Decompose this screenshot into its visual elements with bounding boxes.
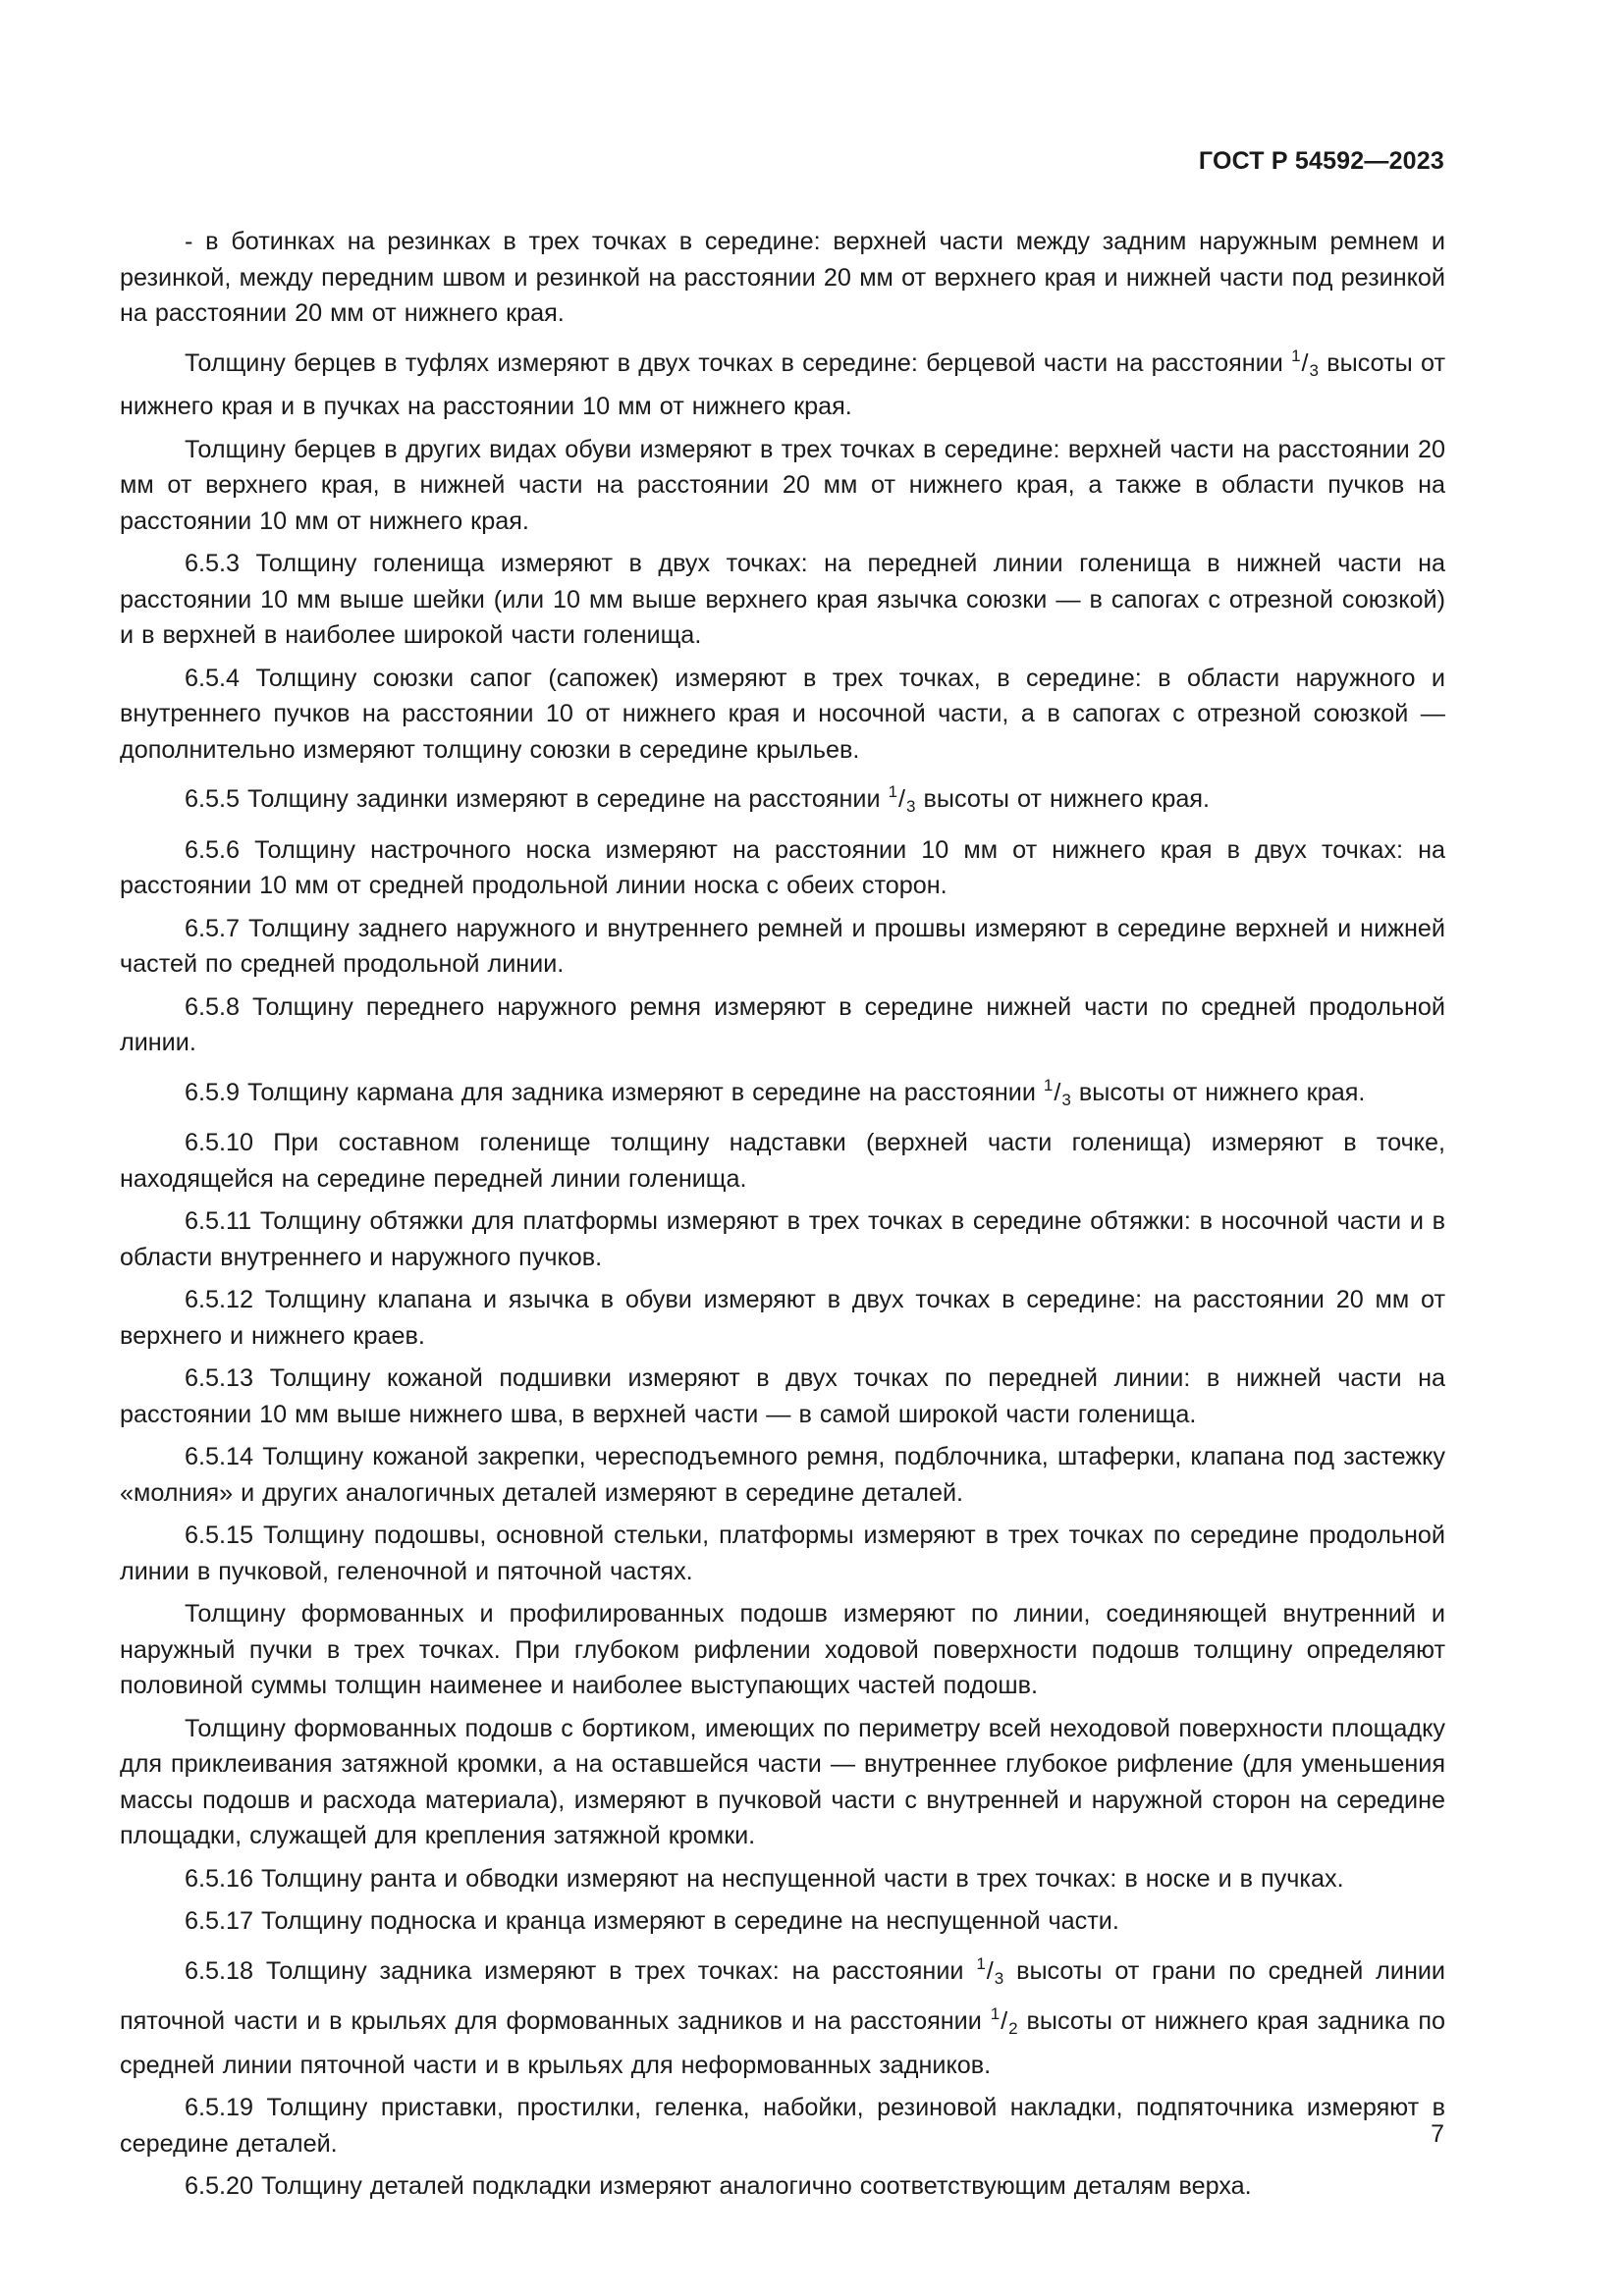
paragraph-text: 6.5.14 Толщину кожаной закрепки, чересподъемного ремня, подблочника, штаферки, клапана под застежку «молния» и других аналогичных деталей измеряют в середине деталей. <box>120 1443 1445 1507</box>
body-paragraph <box>120 1068 1445 1119</box>
body-paragraph <box>120 1518 1445 1589</box>
body-paragraph <box>120 911 1445 983</box>
fraction-slash: / <box>898 785 906 813</box>
paragraph-text: 6.5.17 Толщину подноска и кранца измеряют в середине на неспущенной части. <box>185 1907 1119 1935</box>
body-paragraph <box>120 1439 1445 1511</box>
body-paragraph <box>120 774 1445 826</box>
paragraph-text: 6.5.3 Толщину голенища измеряют в двух точках: на передней линии голенища в нижней части на расстоянии 10 мм выше шейки (или 10 мм выше верхнего края язычка союзки — в сапогах с отрезной союзкой) и в верхней в наиболее широкой части голенища. <box>120 550 1445 649</box>
paragraph-text: 6.5.10 При составном голенище толщину надставки (верхней части голенища) измеряют в точке, находящейся на середине передней линии голенища. <box>120 1129 1445 1193</box>
body-paragraph <box>120 989 1445 1061</box>
paragraph-text: 6.5.7 Толщину заднего наружного и внутреннего ремней и прошвы измеряют в середине верхней и нижней частей по средней продольной линии. <box>120 914 1445 978</box>
paragraph-text: - в ботинках на резинках в трех точках в середине: верхней части между задним наружным ремнем и резинкой, между передним швом и резинкой на расстоянии 20 мм от верхнего края и нижней части под резинкой на расстоянии 20 мм от нижнего края. <box>120 228 1445 327</box>
fraction <box>976 1953 1004 1988</box>
paragraph-text: 6.5.19 Толщину приставки, простилки, геленка, набойки, резиновой накладки, подпяточника измеряют в середине деталей. <box>120 2094 1445 2158</box>
paragraph-text: высоты от нижнего края задника по средней линии пяточной части и в крыльях для неформованных задников. <box>120 2007 1445 2079</box>
body-paragraph <box>120 1596 1445 1704</box>
fraction-slash: / <box>1054 1078 1061 1106</box>
body-paragraph <box>120 1903 1445 1940</box>
document-header: ГОСТ Р 54592—2023 <box>1198 147 1444 175</box>
fraction-denominator: 2 <box>1008 2019 1018 2038</box>
fraction-denominator: 3 <box>906 797 916 816</box>
body-paragraph <box>120 1203 1445 1275</box>
paragraph-text: 6.5.8 Толщину переднего наружного ремня измеряют в середине нижней части по средней продольной линии. <box>120 992 1445 1056</box>
fraction <box>990 2004 1018 2038</box>
body-paragraph <box>120 1361 1445 1432</box>
body-paragraph <box>120 432 1445 540</box>
paragraph-text: Толщину берцев в других видах обуви измеряют в трех точках в середине: верхней части на расстоянии 20 мм от верхнего края, в нижней части на расстоянии 20 мм от нижнего края, а также в области пучков на расстоянии 10 мм от нижнего края. <box>120 435 1445 535</box>
body-paragraph <box>120 1947 1445 2084</box>
document-body <box>120 224 1445 2212</box>
body-paragraph <box>120 224 1445 332</box>
paragraph-text: Толщину формованных подошв с бортиком, имеющих по периметру всей неходовой поверхности площадку для приклеивания затяжной кромки, а на оставшейся части — внутреннее глубокое рифление (для уменьшения массы подошв и расхода материала), измеряют в пучковой части с внутренней и наружной сторон на середине площадки, служащей для крепления затяжной кромки. <box>120 1714 1445 1849</box>
body-paragraph <box>120 2090 1445 2162</box>
paragraph-text: 6.5.9 Толщину кармана для задника измеряют в середине на расстоянии <box>185 1078 1044 1106</box>
paragraph-text: 6.5.16 Толщину ранта и обводки измеряют на неспущенной части в трех точках: в носке и в пучках. <box>185 1864 1344 1893</box>
fraction-numerator: 1 <box>990 2004 1001 2023</box>
paragraph-text: Толщину берцев в туфлях измеряют в двух точках в середине: берцевой части на расстоянии <box>185 348 1292 377</box>
paragraph-text: 6.5.15 Толщину подошвы, основной стельки, платформы измеряют в трех точках по середине продольной линии в пучковой, геленочной и пяточной частях. <box>120 1522 1445 1585</box>
fraction-numerator: 1 <box>1043 1075 1054 1095</box>
body-paragraph <box>120 2168 1445 2205</box>
page-number: 7 <box>1431 2120 1444 2148</box>
body-paragraph <box>120 1711 1445 1854</box>
body-paragraph <box>120 339 1445 425</box>
paragraph-text: высоты от нижнего края и в пучках на расстоянии 10 мм от нижнего края. <box>120 348 1445 420</box>
fraction-numerator: 1 <box>976 1953 986 1973</box>
paragraph-text: высоты от нижнего края. <box>915 785 1211 813</box>
paragraph-text: 6.5.4 Толщину союзки сапог (сапожек) измеряют в трех точках, в середине: в области наружного и внутреннего пучков на расстоянии 10 от нижнего края и носочной части, а в сапогах с отрезной союзкой — дополнительно измеряют толщину союзки в середине крыльев. <box>120 664 1445 764</box>
paragraph-text: 6.5.6 Толщину настрочного носка измеряют на расстоянии 10 мм от нижнего края в двух точках: на расстоянии 10 мм от средней продольной линии носка с обеих сторон. <box>120 835 1445 899</box>
paragraph-text: 6.5.13 Толщину кожаной подшивки измеряют в двух точках по передней линии: в нижней части на расстоянии 10 мм выше нижнего шва, в верхней части — в самой широкой части голенища. <box>120 1364 1445 1428</box>
fraction-denominator: 3 <box>1061 1090 1071 1109</box>
fraction-slash: / <box>1001 2007 1008 2035</box>
fraction-numerator: 1 <box>1291 346 1301 365</box>
paragraph-text: 6.5.20 Толщину деталей подкладки измеряют аналогично соответствующим деталям верха. <box>185 2172 1252 2200</box>
fraction <box>888 782 916 816</box>
body-paragraph <box>120 1861 1445 1897</box>
paragraph-text: 6.5.5 Толщину задинки измеряют в середине на расстоянии <box>185 785 889 813</box>
fraction-denominator: 3 <box>994 1968 1004 1988</box>
fraction <box>1043 1075 1071 1109</box>
fraction <box>1291 346 1320 380</box>
paragraph-text: 6.5.12 Толщину клапана и язычка в обуви измеряют в двух точках в середине: на расстоянии 20 мм от верхнего и нижнего краев. <box>120 1286 1445 1350</box>
fraction-denominator: 3 <box>1309 360 1320 380</box>
body-paragraph <box>120 832 1445 904</box>
fraction-slash: / <box>986 1956 994 1985</box>
paragraph-text: высоты от грани по средней линии пяточной части и в крыльях для формованных задников и на расстоянии <box>120 1956 1445 2035</box>
body-paragraph <box>120 1282 1445 1354</box>
paragraph-text: 6.5.18 Толщину задника измеряют в трех точках: на расстоянии <box>185 1956 977 1985</box>
paragraph-text: Толщину формованных и профилированных подошв измеряют по линии, соединяющей внутренний и наружный пучки в трех точках. При глубоком рифлении ходовой поверхности подошв толщину определяют половиной суммы толщин наименее и наиболее выступающих частей подошв. <box>120 1600 1445 1699</box>
fraction-numerator: 1 <box>888 782 898 801</box>
paragraph-text: 6.5.11 Толщину обтяжки для платформы измеряют в трех точках в середине обтяжки: в носочной части и в области внутреннего и наружного пучков. <box>120 1207 1445 1271</box>
paragraph-text: высоты от нижнего края. <box>1070 1078 1366 1106</box>
body-paragraph <box>120 546 1445 654</box>
body-paragraph <box>120 661 1445 769</box>
fraction-slash: / <box>1301 348 1309 377</box>
body-paragraph <box>120 1125 1445 1197</box>
